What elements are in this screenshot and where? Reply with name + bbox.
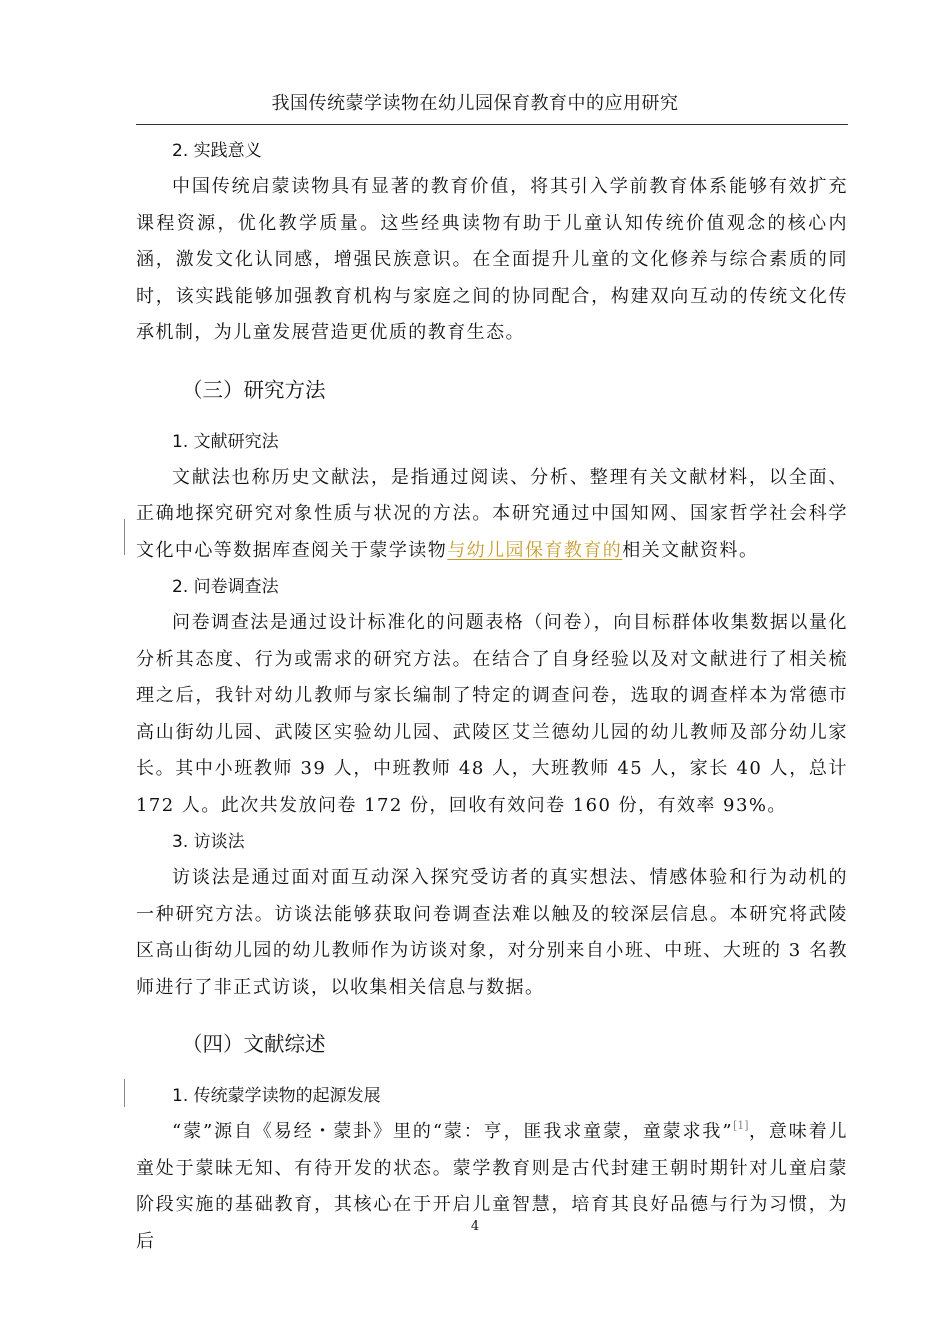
section-heading-literature-review: （四）文献综述 <box>182 1032 326 1056</box>
citation-reference[interactable]: [1] <box>732 1119 749 1132</box>
paragraph-text: ，意味着儿童处于蒙昧无知、有待开发的状态。蒙学教育则是古代封建王朝时期针对儿童启蒙阶段实施的基础教育，其核心在于开启儿童智慧，培育其良好品德与行为习惯，为后 <box>136 1121 848 1252</box>
header-divider <box>136 124 848 125</box>
paragraph-text: “蒙”源自《易经・蒙卦》里的“蒙：亨，匪我求童蒙，童蒙求我” <box>172 1121 733 1142</box>
paragraph-interview: 访谈法是通过面对面互动深入探究受访者的真实想法、情感体验和行为动机的一种研究方法。访谈法能够获取问卷调查法难以触及的较深层信息。本研究将武陵区高山街幼儿园的幼儿教师作为访谈对象，对分别来自小班、中班、大班的 3 名教师进行了非正式访谈，以收集相关信息与数据。 <box>136 867 848 998</box>
underlined-link-text[interactable]: 与幼儿园保育教育的 <box>447 539 623 561</box>
revision-margin-mark <box>124 1079 125 1107</box>
paragraph-questionnaire: 问卷调查法是通过设计标准化的问题表格（问卷），向目标群体收集数据以量化分析其态度、行为或需求的研究方法。在结合了自身经验以及对文献进行了相关梳理之后，我针对幼儿教师与家长编制了特定的调查问卷，选取的调查样本为常德市高山街幼儿园、武陵区实验幼儿园、武陵区艾兰德幼儿园的幼儿教师及部分幼儿家长。其中小班教师 39 人，中班教师 48 人，大班教师 45 人，家长 40 人，总计 172 人。此次共发放问卷 172 份，回收有效问卷 160 份，有效率 93%。 <box>136 612 848 816</box>
running-header: 我国传统蒙学读物在幼儿园保育教育中的应用研究 <box>271 93 679 114</box>
paragraph-origin-development <box>136 1114 848 1260</box>
section-heading-questionnaire: 2. 问卷调查法 <box>172 577 279 597</box>
page-body <box>136 133 848 1260</box>
paragraph-practical-significance: 中国传统启蒙读物具有显著的教育价值，将其引入学前教育体系能够有效扩充课程资源，优化教学质量。这些经典读物有助于儿童认知传统价值观念的核心内涵，激发文化认同感，增强民族意识。在全面提升儿童的文化修养与综合素质的同时，该实践能够加强教育机构与家庭之间的协同配合，构建双向互动的传统文化传承机制，为儿童发展营造更优质的教育生态。 <box>136 176 848 343</box>
section-heading-origin-development: 1. 传统蒙学读物的起源发展 <box>172 1086 381 1106</box>
section-heading-literature-method: 1. 文献研究法 <box>172 431 279 452</box>
paragraph-text: 相关文献资料。 <box>622 539 759 561</box>
paragraph-text: 文献法也称历史文献法，是指通过阅读、分析、整理有关文献材料，以全面、正确地探究研究对象性质与状况的方法。本研究通过中国知网、国家哲学社会科学文化中心等数据库查阅关于蒙学读物 <box>136 466 848 561</box>
revision-margin-mark <box>124 519 125 555</box>
section-heading-practical-significance: 2. 实践意义 <box>172 141 262 161</box>
page-number: 4 <box>470 1219 480 1234</box>
section-heading-interview: 3. 访谈法 <box>172 832 245 852</box>
paragraph-literature-method <box>136 460 848 570</box>
section-heading-research-methods: （三）研究方法 <box>182 377 326 402</box>
